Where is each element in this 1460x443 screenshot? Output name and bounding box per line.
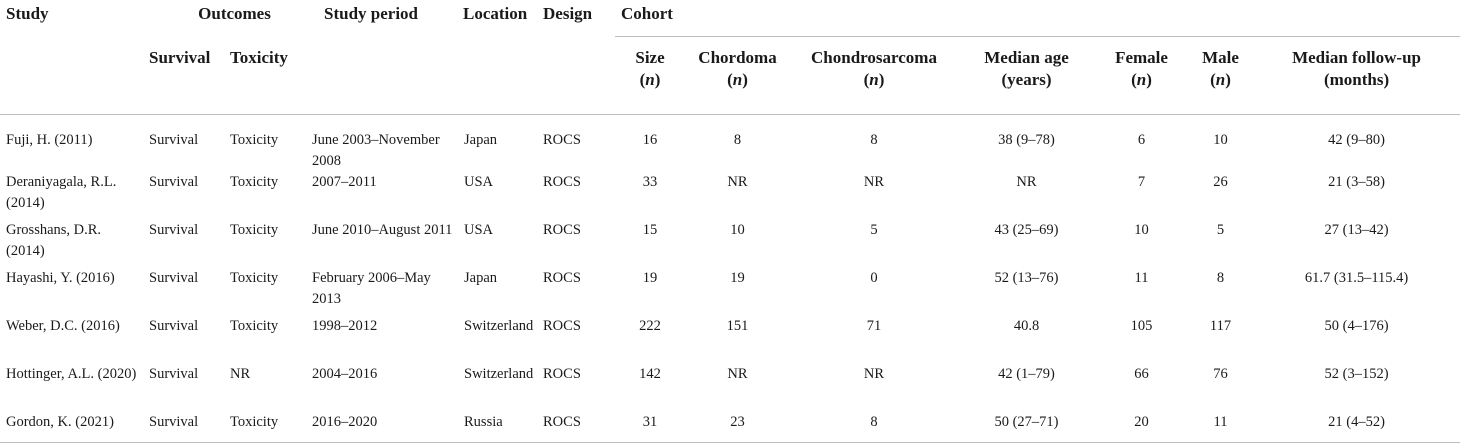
cell-survival: Survival: [149, 132, 199, 148]
header-location: Location: [463, 4, 528, 23]
cell-size: 222: [639, 318, 661, 334]
cell-chordoma: 151: [726, 318, 749, 334]
cell-period: 2004–2016: [312, 366, 378, 382]
cell-female: 66: [1134, 366, 1149, 382]
cell-female: 105: [1130, 318, 1153, 334]
header-design: Design: [543, 4, 593, 23]
cell-followup: 42 (9–80): [1328, 132, 1385, 148]
table-row: [0, 316, 1460, 364]
cell-design: ROCS: [543, 366, 581, 382]
cell-chondrosarcoma: 5: [870, 222, 878, 238]
cell-male: 26: [1213, 174, 1228, 190]
cell-chondrosarcoma: 0: [870, 270, 878, 286]
cell-period: June 2010–August 2011: [312, 222, 453, 238]
table-row: [0, 364, 1460, 412]
header-size: Size (n): [615, 37, 685, 115]
cell-chordoma: 10: [730, 222, 745, 238]
cell-median-age: NR: [1016, 174, 1037, 190]
cell-period: 2007–2011: [312, 174, 377, 190]
table-body: [0, 115, 1460, 443]
header-median-age: Median age (years): [958, 37, 1095, 115]
cell-size: 19: [642, 270, 658, 286]
table-header: [0, 0, 1460, 115]
cell-toxicity: Toxicity: [230, 270, 279, 286]
cell-size: 142: [639, 366, 661, 382]
cell-male: 5: [1216, 222, 1225, 238]
cell-chordoma: NR: [727, 366, 748, 382]
cell-followup: 61.7 (31.5–115.4): [1304, 270, 1409, 286]
cell-period: February 2006–May 2013: [312, 270, 431, 307]
cell-location: Japan: [464, 270, 498, 286]
table-row: [0, 115, 1460, 173]
table-row: [0, 268, 1460, 316]
cell-chordoma: 23: [685, 412, 790, 443]
cell-chondrosarcoma: 71: [866, 318, 882, 334]
header-study-period: Study period: [324, 4, 418, 23]
cell-period: June 2003–November 2008: [312, 132, 440, 169]
cell-location: Russia: [458, 412, 543, 443]
cell-design: ROCS: [543, 174, 581, 190]
cell-median-age: 42 (1–79): [998, 366, 1055, 382]
cell-study: Fuji, H. (2011): [6, 132, 93, 148]
cell-study: Hottinger, A.L. (2020): [6, 366, 137, 382]
cell-female: 6: [1137, 132, 1146, 148]
cell-male: 117: [1209, 318, 1232, 334]
cell-design: ROCS: [543, 318, 581, 334]
cell-followup: 27 (13–42): [1324, 222, 1389, 238]
cell-chordoma: NR: [727, 174, 748, 190]
cell-study: Gordon, K. (2021): [0, 412, 143, 443]
cell-female: 10: [1134, 222, 1149, 238]
cell-location: Switzerland: [464, 366, 534, 382]
header-outcomes: Outcomes: [198, 4, 271, 23]
cell-followup: 21 (4–52): [1253, 412, 1460, 443]
cell-chordoma: 19: [730, 270, 745, 286]
header-male: Male (n): [1188, 37, 1253, 115]
cell-followup: 21 (3–58): [1328, 174, 1385, 190]
header-median-followup: Median follow-up (months): [1253, 37, 1460, 115]
cell-survival: Survival: [149, 318, 199, 334]
cell-followup: 52 (3–152): [1324, 366, 1389, 382]
cell-female: 20: [1095, 412, 1188, 443]
cell-chondrosarcoma: NR: [863, 366, 885, 382]
cell-male: 8: [1216, 270, 1225, 286]
cell-followup: 50 (4–176): [1324, 318, 1389, 334]
cell-design: ROCS: [543, 412, 615, 443]
cell-study: Hayashi, Y. (2016): [6, 270, 115, 286]
header-study: Study: [6, 4, 49, 23]
cell-design: ROCS: [543, 222, 581, 238]
cell-chondrosarcoma: NR: [863, 174, 885, 190]
cell-size: 16: [642, 132, 658, 148]
cell-male: 11: [1188, 412, 1253, 443]
cell-toxicity: Toxicity: [230, 132, 279, 148]
cell-median-age: 38 (9–78): [998, 132, 1055, 148]
cell-toxicity: NR: [230, 366, 251, 382]
table-row: [0, 220, 1460, 268]
cell-design: ROCS: [543, 270, 581, 286]
cell-survival: Survival: [149, 222, 199, 238]
cell-survival: Survival: [143, 412, 224, 443]
cell-location: Switzerland: [464, 318, 534, 334]
table-row: [0, 172, 1460, 220]
header-chordoma: Chordoma (n): [685, 37, 790, 115]
cell-male: 76: [1213, 366, 1228, 382]
header-cohort: Cohort: [621, 4, 673, 23]
cell-study: Weber, D.C. (2016): [6, 318, 120, 334]
cell-median-age: 52 (13–76): [994, 270, 1059, 286]
cell-median-age: 40.8: [1013, 318, 1040, 334]
cell-chondrosarcoma: 8: [870, 132, 878, 148]
cell-period: 1998–2012: [312, 318, 378, 334]
cell-survival: Survival: [149, 270, 199, 286]
cell-study: Deraniyagala, R.L. (2014): [6, 174, 117, 211]
cell-median-age: 43 (25–69): [994, 222, 1059, 238]
cell-design: ROCS: [543, 132, 581, 148]
header-chondrosarcoma: Chondrosarcoma (n): [790, 37, 958, 115]
table-row: [0, 412, 1460, 443]
cell-location: USA: [464, 222, 494, 238]
cell-toxicity: Toxicity: [224, 412, 306, 443]
cell-location: Japan: [464, 132, 498, 148]
cell-size: 15: [642, 222, 658, 238]
cell-chordoma: 8: [733, 132, 742, 148]
cell-toxicity: Toxicity: [230, 174, 279, 190]
header-female: Female (n): [1095, 37, 1188, 115]
cell-size: 31: [615, 412, 685, 443]
cell-toxicity: Toxicity: [230, 318, 279, 334]
header-toxicity: Toxicity: [230, 47, 288, 67]
cell-male: 10: [1213, 132, 1228, 148]
cell-female: 7: [1137, 174, 1146, 190]
cell-female: 11: [1134, 270, 1149, 286]
cell-period: 2016–2020: [306, 412, 458, 443]
cell-median-age: 50 (27–71): [958, 412, 1095, 443]
cell-size: 33: [642, 174, 658, 190]
cell-location: USA: [464, 174, 494, 190]
cell-survival: Survival: [149, 174, 199, 190]
cell-survival: Survival: [149, 366, 199, 382]
cell-chondrosarcoma: 8: [790, 412, 958, 443]
cell-toxicity: Toxicity: [230, 222, 279, 238]
cell-study: Grosshans, D.R. (2014): [6, 222, 102, 259]
header-survival: Survival: [149, 47, 211, 67]
